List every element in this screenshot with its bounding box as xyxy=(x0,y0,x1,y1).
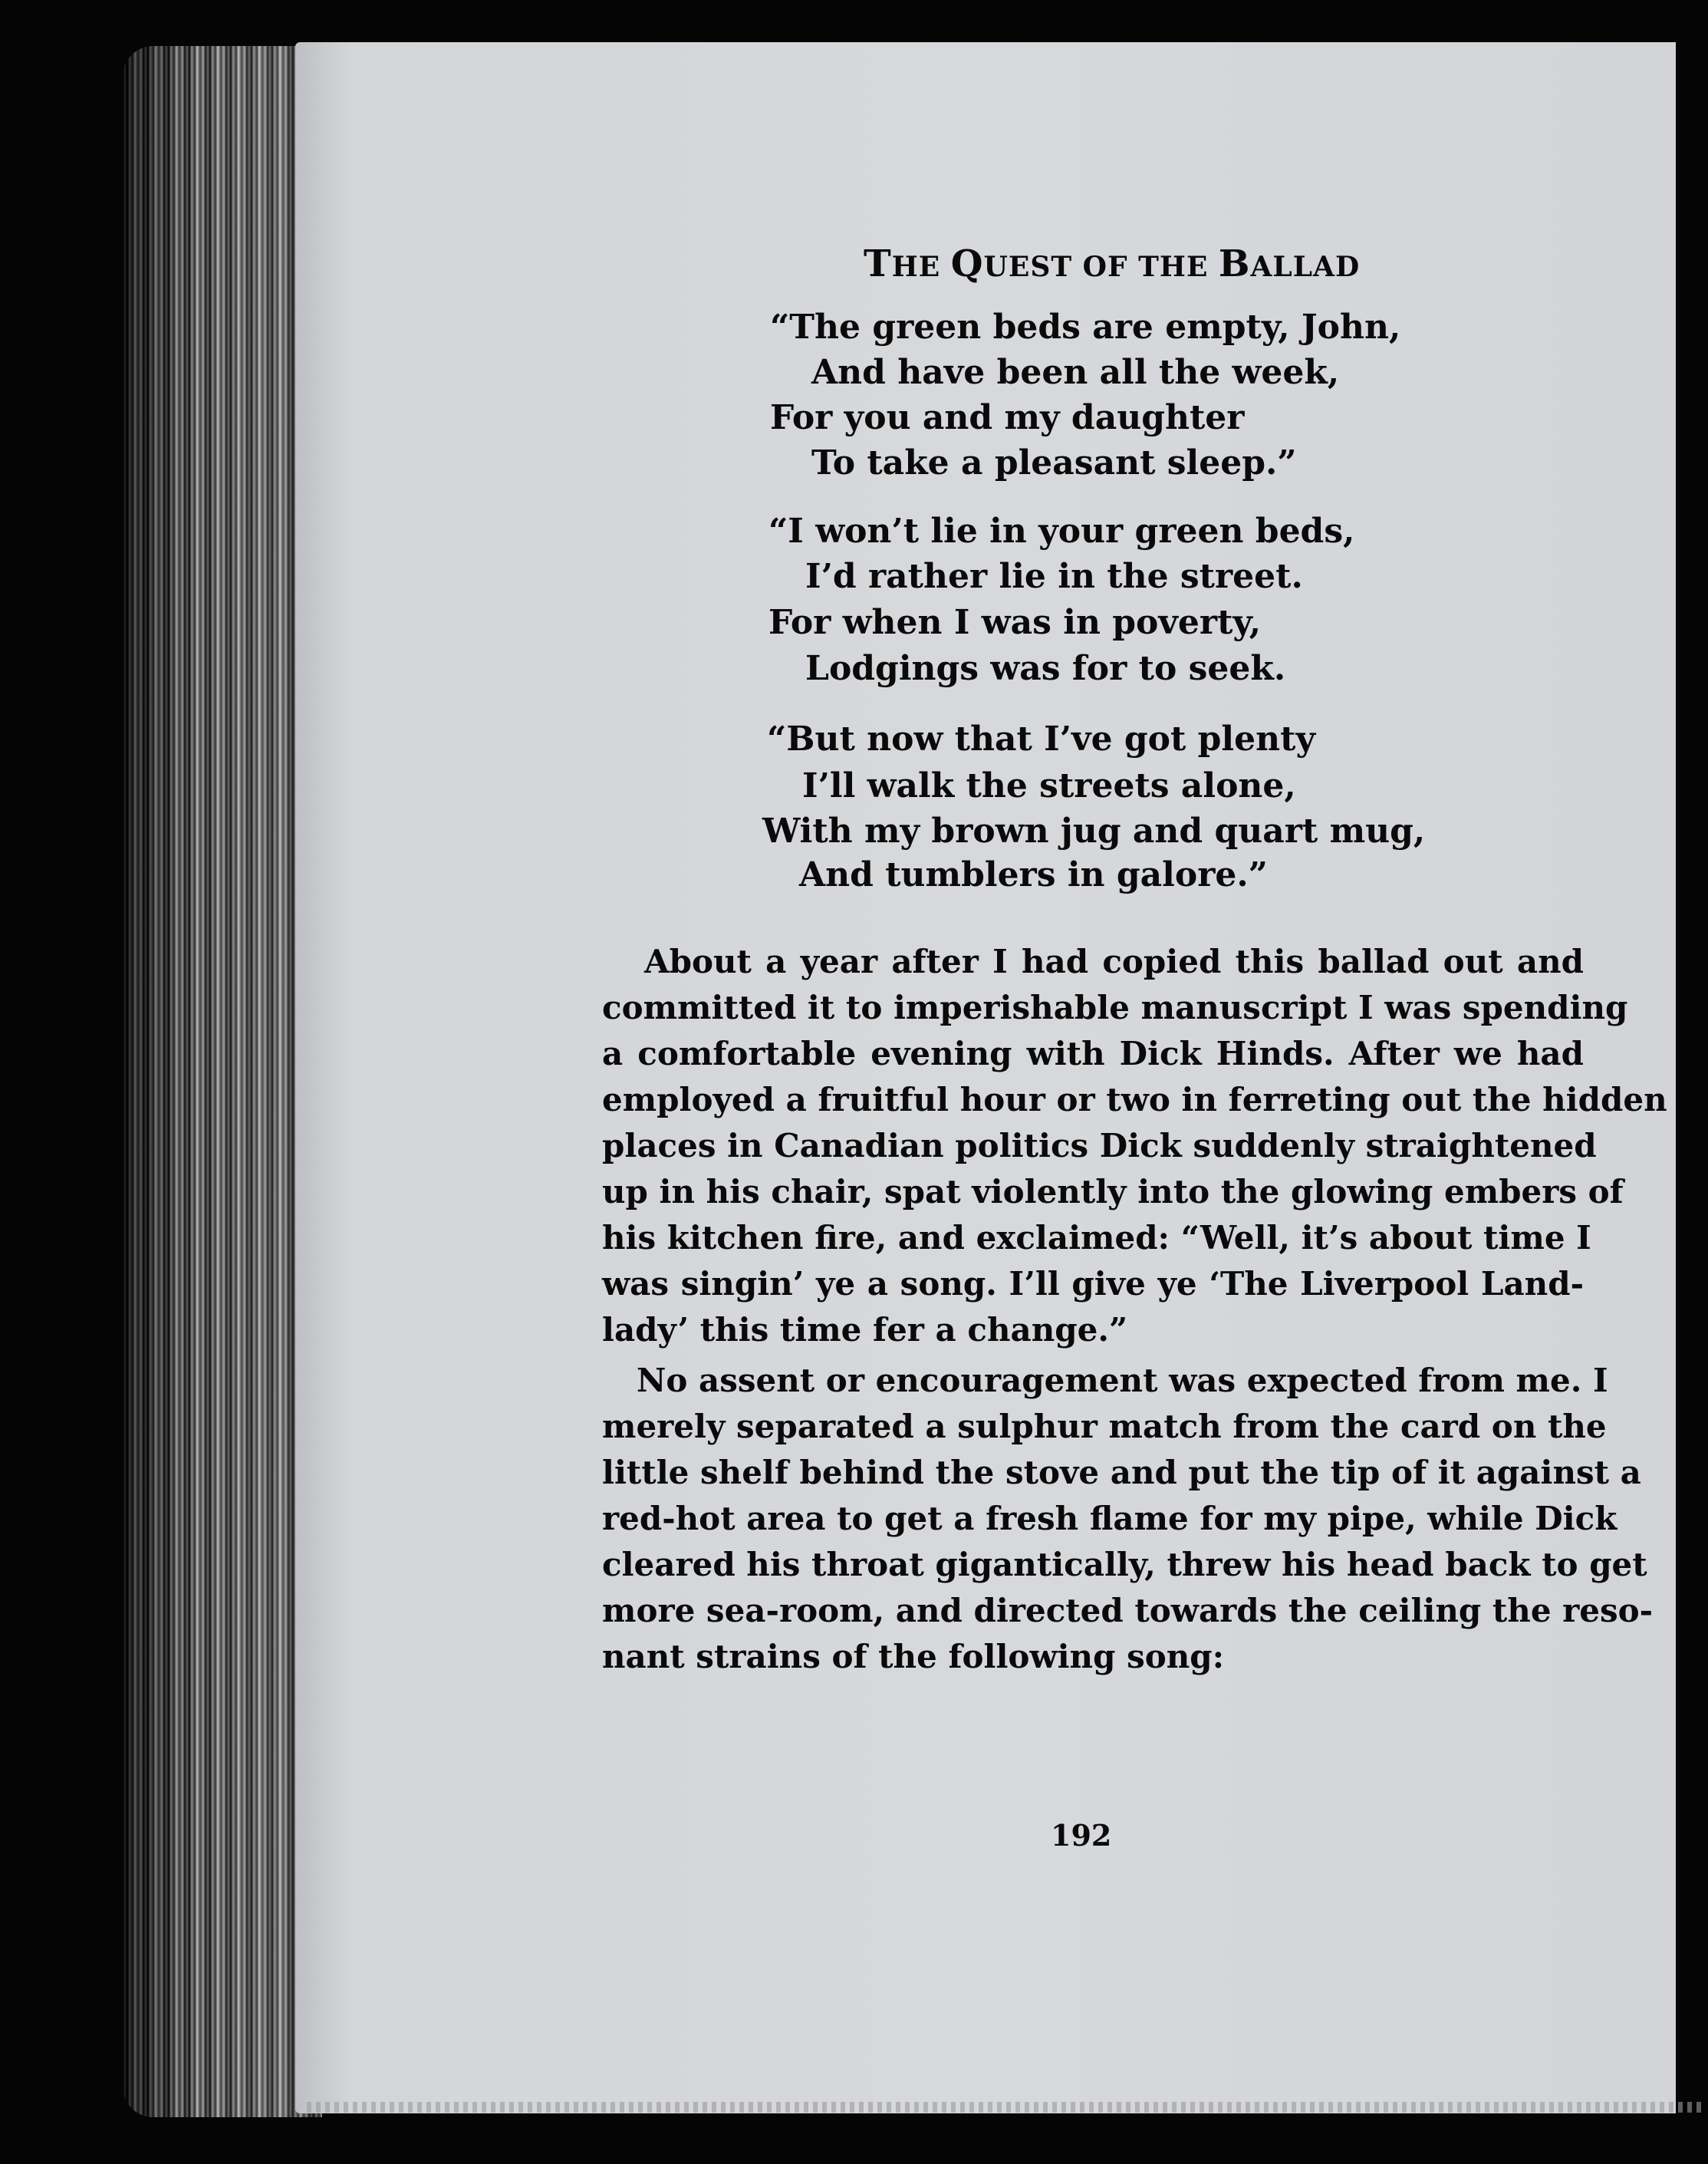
paragraph-line: up in his chair, spat violently into the glowing embers of xyxy=(602,1173,1624,1210)
paragraph-line: his kitchen fire, and exclaimed: “Well, it’s about time I xyxy=(602,1219,1591,1257)
verse-line: For when I was in poverty, xyxy=(768,603,1262,642)
paragraph-line: lady’ this time fer a change.” xyxy=(602,1311,1128,1349)
paragraph-line: places in Canadian politics Dick suddenly straightened xyxy=(602,1127,1597,1164)
verse-line: And tumblers in galore.” xyxy=(799,855,1268,894)
paragraph-line: No assent or encouragement was expected from me. I xyxy=(637,1362,1608,1399)
verse-line: To take a pleasant sleep.” xyxy=(811,443,1297,483)
paragraph-line: employed a fruitful hour or two in ferreting out the hidden xyxy=(602,1081,1667,1118)
paragraph-line: committed it to imperishable manuscript I was spending xyxy=(602,989,1628,1026)
verse-line: Lodgings was for to seek. xyxy=(805,649,1286,688)
paragraph-line: cleared his throat gigantically, threw his head back to get xyxy=(602,1546,1647,1583)
verse-line: “But now that I’ve got plenty xyxy=(767,720,1316,759)
paragraph-line: more sea-room, and directed towards the ceiling the reso- xyxy=(602,1592,1654,1629)
verse-line: “The green beds are empty, John, xyxy=(770,308,1401,347)
paragraph-line: a comfortable evening with Dick Hinds. After we had xyxy=(602,1035,1584,1072)
paragraph-line: little shelf behind the stove and put the tip of it against a xyxy=(602,1454,1641,1491)
page-bottom-edge xyxy=(307,2102,1703,2113)
paragraph-line: was singin’ ye a song. I’ll give ye ‘The Liverpool Land- xyxy=(602,1265,1584,1303)
verse-line: For you and my daughter xyxy=(770,398,1245,437)
paragraph-line: About a year after I had copied this ballad out and xyxy=(644,943,1584,980)
running-head: THE QUEST OF THE BALLAD xyxy=(864,242,1361,285)
verse-line: I’d rather lie in the street. xyxy=(805,557,1303,596)
verse-line: And have been all the week, xyxy=(811,353,1340,392)
verse-line: I’ll walk the streets alone, xyxy=(802,766,1296,805)
paragraph-line: nant strains of the following song: xyxy=(602,1638,1225,1675)
paragraph-line: red-hot area to get a fresh flame for my pipe, while Dick xyxy=(602,1500,1617,1537)
verse-line: With my brown jug and quart mug, xyxy=(762,812,1426,851)
paragraph-line: merely separated a sulphur match from the card on the xyxy=(602,1408,1607,1445)
book-page-edge xyxy=(123,46,322,2117)
verse-line: “I won’t lie in your green beds, xyxy=(768,512,1355,551)
page-number: 192 xyxy=(1051,1818,1112,1853)
